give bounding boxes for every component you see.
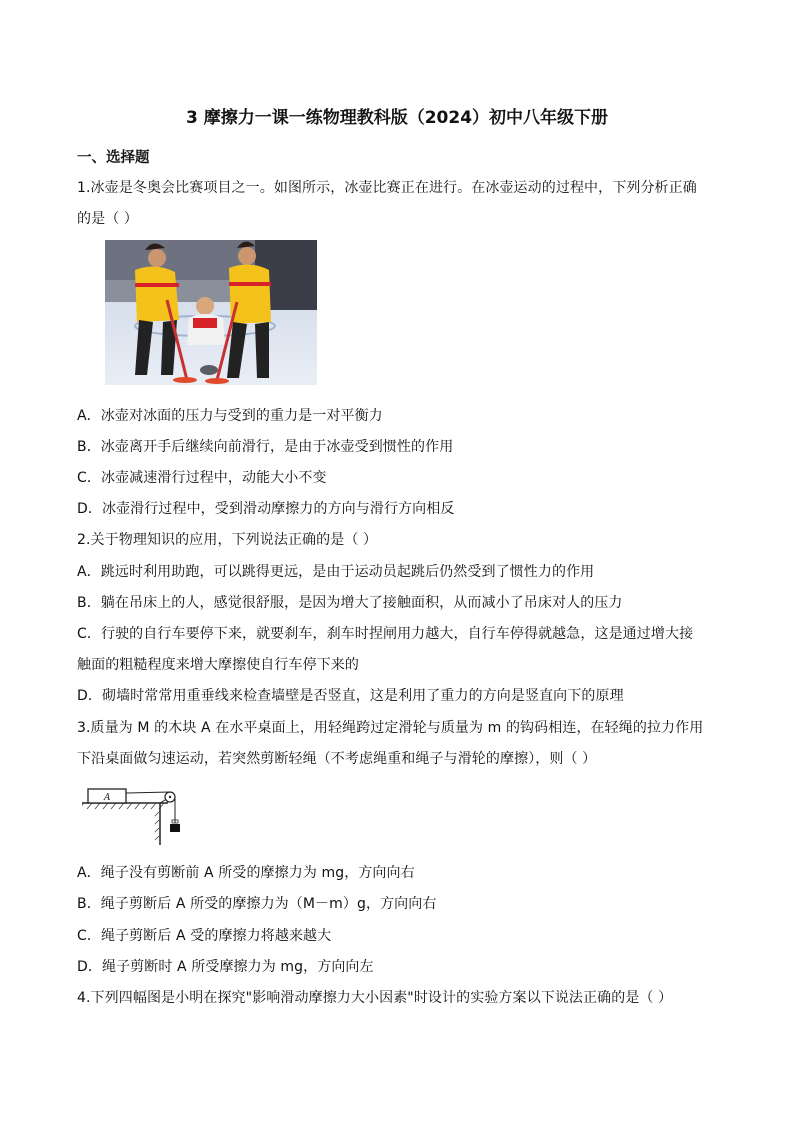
q3-stem-line-1: 3.质量为 M 的木块 A 在水平桌面上，用轻绳跨过定滑轮与质量为 m 的钩码相连，在轻绳的拉力作用 [77, 720, 704, 736]
q1-option-d: D．冰壶滑行过程中，受到滑动摩擦力的方向与滑行方向相反 [77, 501, 455, 517]
q1-option-a: A．冰壶对冰面的压力与受到的重力是一对平衡力 [77, 408, 383, 424]
q2-option-b: B．躺在吊床上的人，感觉很舒服，是因为增大了接触面积，从而减小了吊床对人的压力 [77, 595, 623, 611]
q2-option-c-line-1: C．行驶的自行车要停下来，就要刹车，刹车时捏闸用力越大，自行车停得就越急，这是通过增大接 [77, 626, 694, 642]
q3-stem-line-2: 下沿桌面做匀速运动，若突然剪断轻绳（不考虑绳重和绳子与滑轮的摩擦），则（ ） [77, 751, 597, 767]
pulley-diagram [82, 783, 192, 845]
q1-option-b: B．冰壶离开手后继续向前滑行，是由于冰壶受到惯性的作用 [77, 439, 454, 455]
q3-option-c: C．绳子剪断后 A 受的摩擦力将越来越大 [77, 928, 332, 944]
q2-option-d: D．砌墙时常常用重垂线来检查墙壁是否竖直，这是利用了重力的方向是竖直向下的原理 [77, 688, 624, 704]
q3-option-b: B．绳子剪断后 A 所受的摩擦力为（M－m）g，方向向右 [77, 896, 437, 912]
q2-option-c-line-2: 触面的粗糙程度来增大摩擦使自行车停下来的 [77, 657, 359, 673]
page-title: 3 摩擦力一课一练物理教科版（2024）初中八年级下册 [185, 108, 609, 128]
q1-stem-line-2: 的是（ ） [77, 211, 138, 227]
curling-photo [105, 240, 317, 385]
q3-option-a: A．绳子没有剪断前 A 所受的摩擦力为 mg，方向向右 [77, 865, 415, 881]
section-heading: 一、选择题 [77, 150, 150, 166]
q4-stem: 4.下列四幅图是小明在探究"影响滑动摩擦力大小因素"时设计的实验方案以下说法正确的是（ ） [77, 990, 673, 1006]
q1-stem-line-1: 1.冰壶是冬奥会比赛项目之一。如图所示，冰壶比赛正在进行。在冰壶运动的过程中，下列分析正确 [77, 180, 697, 196]
q1-option-c: C．冰壶减速滑行过程中，动能大小不变 [77, 470, 327, 486]
q3-option-d: D．绳子剪断时 A 所受摩擦力为 mg，方向向左 [77, 959, 374, 975]
q2-stem: 2.关于物理知识的应用，下列说法正确的是（ ） [77, 532, 378, 548]
block-a-label: A [104, 793, 111, 803]
q2-option-a: A．跳远时利用助跑，可以跳得更远，是由于运动员起跳后仍然受到了惯性力的作用 [77, 564, 595, 580]
